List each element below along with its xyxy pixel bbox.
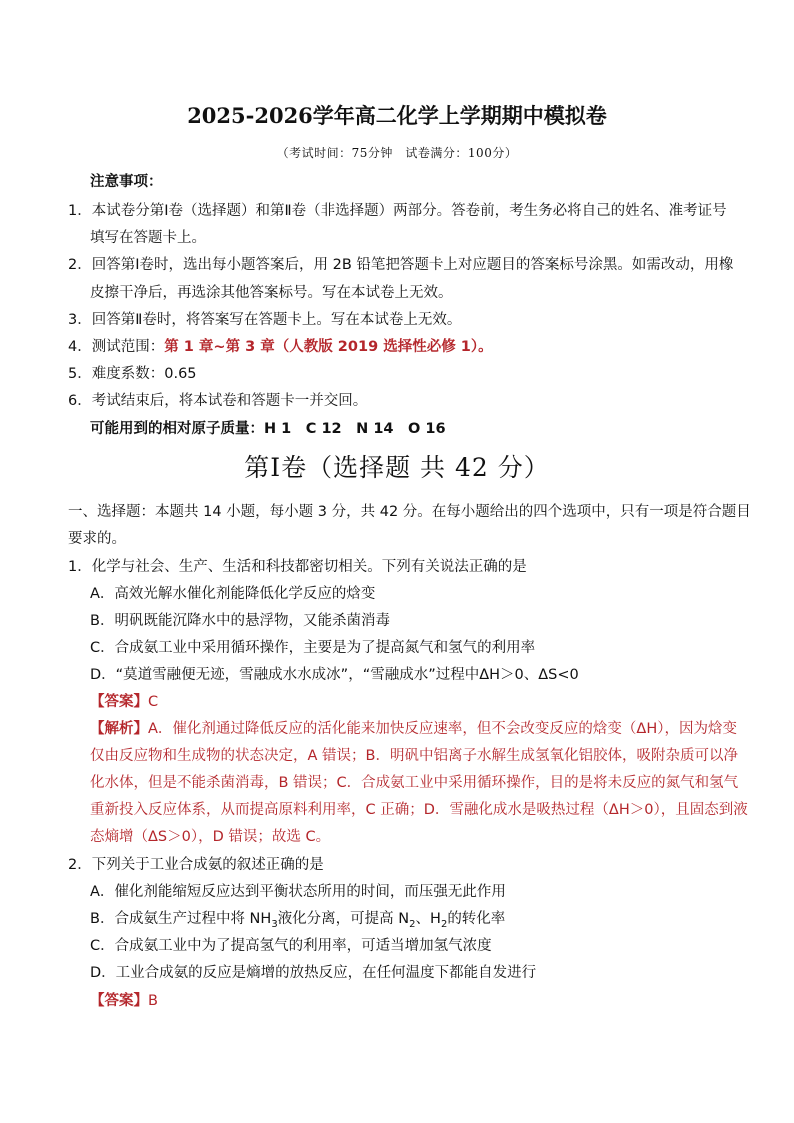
notice-item — [68, 255, 733, 275]
option-a: A．高效光解水催化剂能降低化学反应的焓变 — [90, 586, 376, 602]
page-title: 2025-2026学年高二化学上学期期中模拟卷 — [187, 103, 607, 128]
notice-text: 回答第Ⅰ卷时，选出每小题答案后，用 2B 铅笔把答题卡上对应题目的答案标号涂黑。如需改动，用橡 — [91, 257, 734, 273]
test-range: 第 1 章~第 3 章（人教版 2019 选择性必修 1）。 — [164, 339, 493, 355]
answer-value: B — [148, 993, 158, 1009]
subscript: 2 — [440, 918, 448, 930]
section-title: 第Ⅰ卷（选择题 共 42 分） — [244, 453, 550, 482]
notice-number: 3． — [68, 312, 92, 328]
answer-tag: 【答案】 — [90, 694, 148, 710]
notice-number: 4． — [68, 339, 92, 355]
notice-text: 本试卷分第Ⅰ卷（选择题）和第Ⅱ卷（非选择题）两部分。答卷前，考生务必将自己的姓名、准考证号 — [91, 203, 727, 219]
analysis-text: 化水体，但是不能杀菌消毒，B 错误；C．合成氨工业中采用循环操作，目的是将未反应的氮气和氢气 — [90, 775, 739, 791]
notice-number: 5． — [68, 366, 92, 382]
option-b-text: 的转化率 — [447, 911, 506, 927]
notice-text-cont: 填写在答题卡上。 — [90, 230, 206, 246]
notice-title: 注意事项： — [90, 174, 163, 190]
option-d: D．工业合成氨的反应是熵增的放热反应，在任何温度下都能自发进行 — [90, 965, 537, 981]
notice-item — [68, 364, 197, 384]
atomic-masses: 可能用到的相对原子质量：H 1 C 12 N 14 O 16 — [90, 421, 446, 437]
option-b-text: 液化分离，可提高 N — [277, 911, 410, 927]
subscript: 2 — [409, 918, 416, 930]
analysis-text: A．催化剂通过降低反应的活化能来加快反应速率，但不会改变反应的焓变（ΔH），因为焓变 — [148, 721, 737, 737]
answer-line — [90, 692, 158, 712]
option-c: C．合成氨工业中采用循环操作，主要是为了提高氮气和氢气的利用率 — [90, 640, 536, 656]
analysis-text: 态熵增（ΔS＞0），D 错误；故选 C。 — [90, 829, 331, 845]
notice-item — [68, 391, 367, 411]
answer-tag: 【答案】 — [90, 993, 148, 1009]
notice-text-cont: 皮擦干净后，再选涂其他答案标号。写在本试卷上无效。 — [90, 285, 453, 301]
section-intro-cont: 要求的。 — [68, 531, 126, 547]
notice-item — [68, 201, 727, 221]
notice-number: 2． — [68, 257, 92, 273]
analysis-line — [90, 719, 737, 739]
subscript: 3 — [271, 918, 278, 930]
notice-text: 难度系数：0.65 — [91, 366, 197, 382]
option-c: C．合成氨工业中为了提高氢气的利用率，可适当增加氢气浓度 — [90, 938, 492, 954]
option-b — [90, 909, 505, 935]
option-b: B．明矾既能沉降水中的悬浮物，又能杀菌消毒 — [90, 613, 390, 629]
notice-text: 测试范围： — [91, 339, 165, 355]
answer-line — [90, 991, 158, 1011]
answer-value: C — [148, 694, 159, 710]
question-stem: 1．化学与社会、生产、生活和科技都密切相关。下列有关说法正确的是 — [68, 559, 527, 575]
notice-item — [68, 337, 493, 357]
option-b-text: B．合成氨生产过程中将 NH — [90, 911, 272, 927]
question-stem: 2．下列关于工业合成氨的叙述正确的是 — [68, 857, 324, 873]
notice-text: 回答第Ⅱ卷时，将答案写在答题卡上。写在本试卷上无效。 — [91, 312, 462, 328]
section-intro: 一、选择题：本题共 14 小题，每小题 3 分，共 42 分。在每小题给出的四个选项中，只有一项是符合题目 — [68, 504, 751, 520]
option-a: A．催化剂能缩短反应达到平衡状态所用的时间，而压强无此作用 — [90, 884, 506, 900]
exam-info: （考试时间：75分钟 试卷满分：100分） — [276, 146, 518, 160]
analysis-tag: 【解析】 — [90, 721, 148, 737]
analysis-text: 仅由反应物和生成物的状态决定，A 错误；B．明矾中铝离子水解生成氢氧化铝胶体，吸附杂质可以净 — [90, 748, 738, 764]
notice-item — [68, 310, 461, 330]
analysis-text: 重新投入反应体系，从而提高原料利用率，C 正确；D．雪融化成水是吸热过程（ΔH＞0），且固态到液 — [90, 802, 748, 818]
notice-text: 考试结束后，将本试卷和答题卡一并交回。 — [91, 393, 368, 409]
notice-number: 1． — [68, 203, 92, 219]
option-b-text: 、H — [415, 911, 441, 927]
notice-number: 6． — [68, 393, 92, 409]
option-d: D．“莫道雪融便无迹，雪融成水水成冰”，“雪融成水”过程中ΔH＞0、ΔS<0 — [90, 667, 579, 683]
